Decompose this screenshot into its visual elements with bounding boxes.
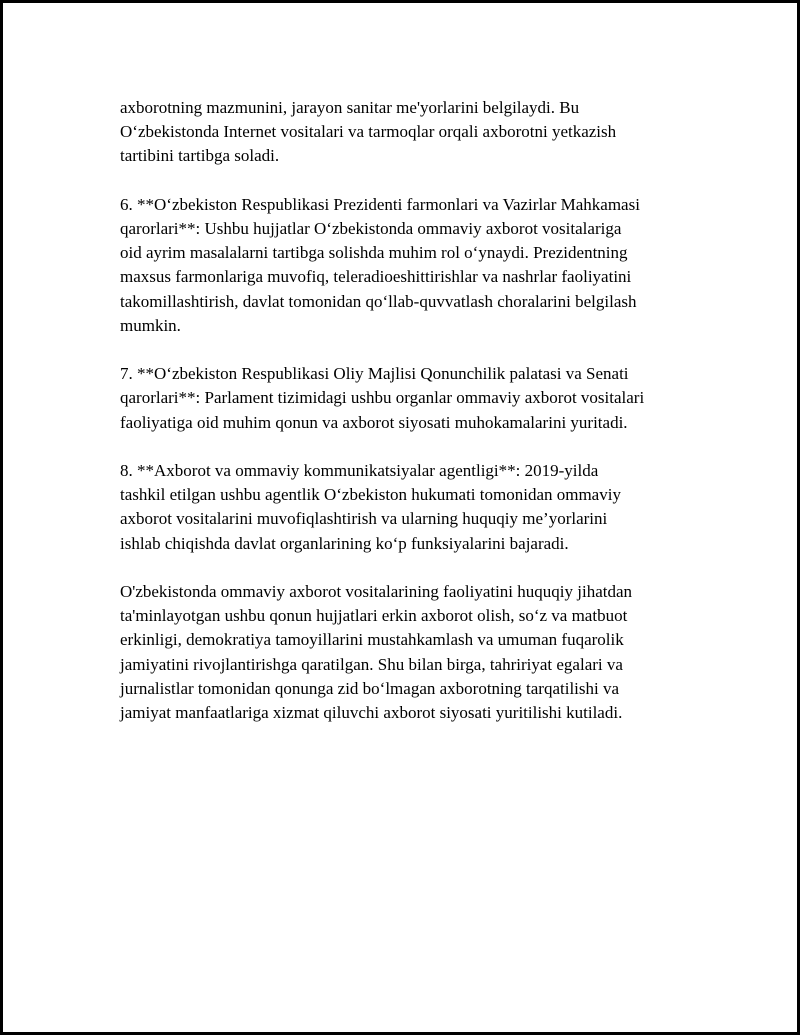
- text-line: axborotning mazmunini, jarayon sanitar me'yorlarini belgilaydi. Bu: [120, 98, 580, 117]
- text-line: ishlab chiqishda davlat organlarining ko‘p funksiyalarini bajaradi.: [120, 533, 569, 553]
- text-line: O'zbekistonda ommaviy axborot vositalarining faoliyatini huquqiy jihatdan: [120, 582, 633, 601]
- text-line: ta'minlayotgan ushbu qonun hujjatlari erkin axborot olish, so‘z va matbuot: [120, 606, 628, 626]
- text-line: tartibini tartibga soladi.: [120, 146, 280, 166]
- text-line: jurnalistlar tomonidan qonunga zid bo‘lmagan axborotning tarqatilishi va: [120, 678, 620, 698]
- paragraph-conclusion: [120, 580, 695, 725]
- text-line: 8. **Axborot va ommaviy kommunikatsiyalar agentligi**: 2019-yilda: [120, 461, 599, 480]
- text-line: jamiyat manfaatlariga xizmat qiluvchi axborot siyosati yuritilishi kutiladi.: [120, 703, 623, 723]
- paragraph-item-6: [120, 193, 695, 338]
- text-line: erkinligi, demokratiya tamoyillarini mustahkamlash va umuman fuqarolik: [120, 630, 624, 650]
- paragraph-item-8: [120, 459, 695, 556]
- document-body: [120, 96, 695, 749]
- paragraph-intro-continuation: [120, 96, 695, 169]
- text-line: tashkil etilgan ushbu agentlik O‘zbekiston hukumati tomonidan ommaviy: [120, 485, 621, 505]
- text-line: oid ayrim masalalarni tartibga solishda muhim rol o‘ynaydi. Prezidentning: [120, 243, 628, 263]
- text-line: qarorlari**: Parlament tizimidagi ushbu organlar ommaviy axborot vositalari: [120, 388, 645, 408]
- text-line: jamiyatini rivojlantirishga qaratilgan. Shu bilan birga, tahririyat egalari va: [120, 654, 623, 674]
- text-line: 7. **O‘zbekiston Respublikasi Oliy Majlisi Qonunchilik palatasi va Senati: [120, 364, 629, 384]
- text-line: axborot vositalarini muvofiqlashtirish va ularning huquqiy me’yorlarini: [120, 509, 608, 529]
- text-line: O‘zbekistonda Internet vositalari va tarmoqlar orqali axborotni yetkazish: [120, 122, 617, 142]
- text-line: takomillashtirish, davlat tomonidan qo‘llab-quvvatlash choralarini belgilash: [120, 291, 637, 311]
- text-line: 6. **O‘zbekiston Respublikasi Prezidenti farmonlari va Vazirlar Mahkamasi: [120, 194, 640, 214]
- text-line: faoliyatiga oid muhim qonun va axborot siyosati muhokamalarini yuritadi.: [120, 412, 628, 432]
- text-line: maxsus farmonlariga muvofiq, teleradioeshittirishlar va nashrlar faoliyatini: [120, 267, 632, 287]
- text-line: qarorlari**: Ushbu hujjatlar O‘zbekistonda ommaviy axborot vositalariga: [120, 219, 622, 238]
- paragraph-item-7: [120, 362, 695, 435]
- text-line: mumkin.: [120, 315, 181, 335]
